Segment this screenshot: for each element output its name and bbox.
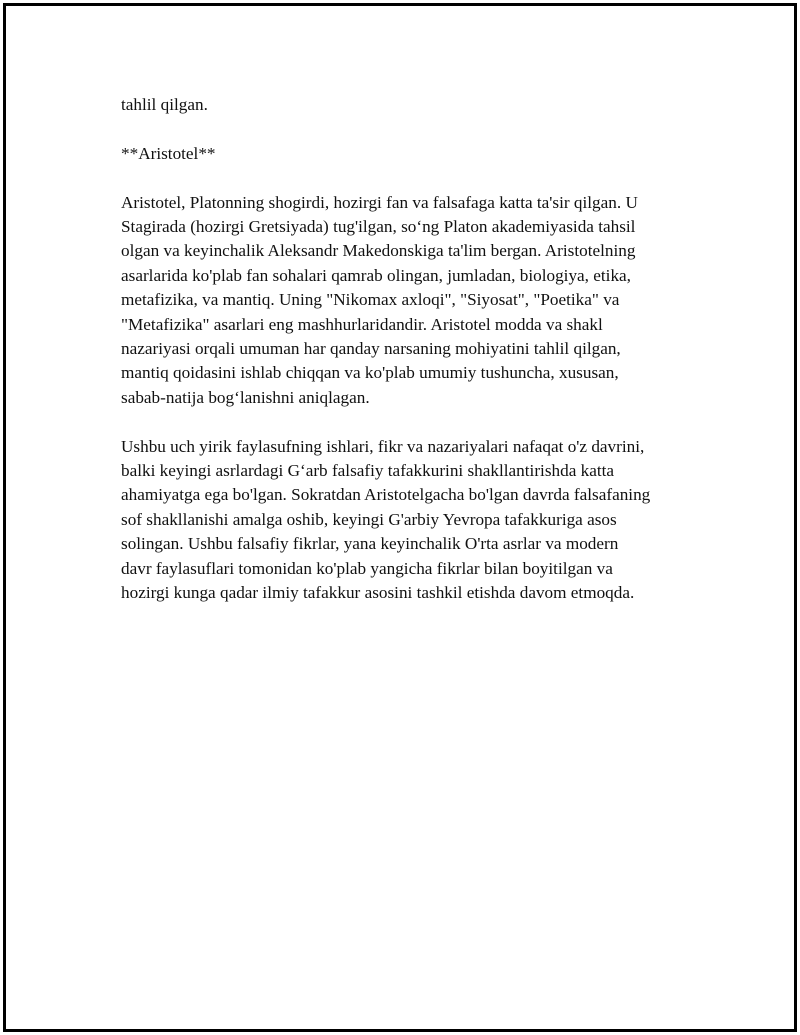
document-page bbox=[3, 3, 797, 1032]
document-body bbox=[121, 93, 711, 630]
paragraph-aristotel: Aristotel, Platonning shogirdi, hozirgi fan va falsafaga katta ta'sir qilgan. U Stagirada (hozirgi Gretsiyada) tug'ilgan, so‘ng Platon akademiyasida tahsil olgan va keyinchalik Aleksandr Makedonskiga ta'lim bergan. Aristotelning asarlarida ko'plab fan sohalari qamrab olingan, jumladan, biologiya, etika, metafizika, va mantiq. Uning "Nikomax axloqi", "Siyosat", "Poetika" va "Metafizika" asarlari eng mashhurlaridandir. Aristotel modda va shakl nazariyasi orqali umuman har qanday narsaning mohiyatini tahlil qilgan, mantiq qoidasini ishlab chiqqan va ko'plab umumiy tushuncha, xususan, sabab-natija bog‘lanishni aniqlagan. bbox=[121, 192, 638, 407]
section-heading-aristotel: **Aristotel** bbox=[121, 143, 216, 163]
paragraph-continuation: tahlil qilgan. bbox=[121, 95, 208, 114]
paragraph-conclusion: Ushbu uch yirik faylasufning ishlari, fikr va nazariyalari nafaqat o'z davrini, balki keyingi asrlardagi G‘arb falsafiy tafakkurini shakllantirishda katta ahamiyatga ega bo'lgan. Sokratdan Aristotelgacha bo'lgan davrda falsafaning sof shakllanishi amalga oshib, keyingi G'arbiy Yevropa tafakkuriga asos solingan. Ushbu falsafiy fikrlar, yana keyinchalik O'rta asrlar va modern davr faylasuflari tomonidan ko'plab yangicha fikrlar bilan boyitilgan va hozirgi kunga qadar ilmiy tafakkur asosini tashkil etishda davom etmoqda. bbox=[121, 436, 651, 603]
